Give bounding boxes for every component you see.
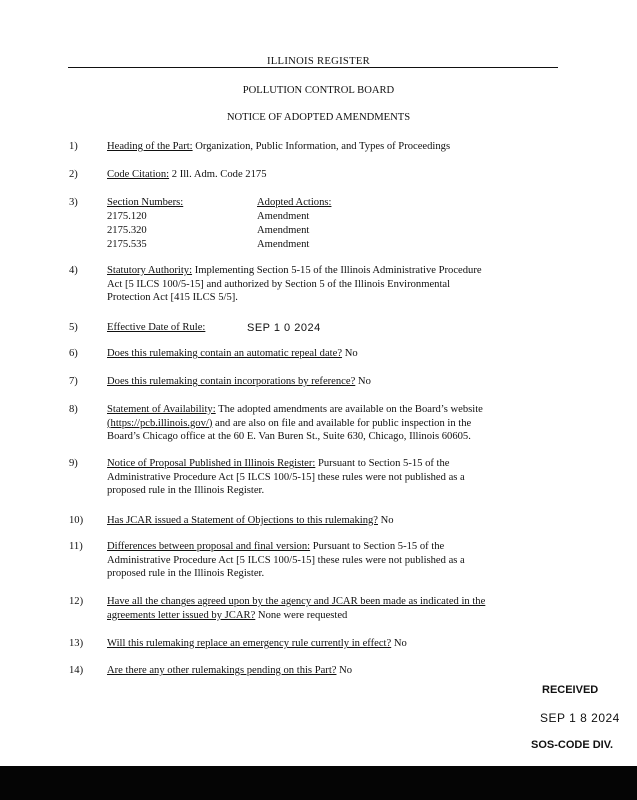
header-rule — [68, 67, 558, 68]
item-label: Code Citation: — [107, 169, 170, 180]
register-title: ILLINOIS REGISTER — [266, 56, 371, 67]
item-label: Notice of Proposal Published in Illinois Register: — [107, 458, 316, 469]
item-text-line: Administrative Procedure Act [5 ILCS 100/5-15] these rules were not published as a — [107, 471, 465, 483]
item-text-line: proposed rule in the Illinois Register. — [107, 568, 265, 580]
item-number: 4) — [69, 265, 78, 276]
item-number: 11) — [69, 541, 83, 552]
item-number: 14) — [69, 665, 84, 676]
item-label: Does this rulemaking contain an automatic repeal date? — [107, 348, 343, 359]
division-stamp: SOS-CODE DIV. — [531, 739, 614, 751]
adopted-action: Amendment — [257, 225, 310, 236]
item-text-line: Administrative Procedure Act [5 ILCS 100/5-15] these rules were not published as a — [107, 554, 465, 566]
adopted-action: Amendment — [257, 239, 310, 250]
item-number: 9) — [69, 458, 78, 469]
board-name: POLLUTION CONTROL BOARD — [242, 85, 395, 96]
item-text: No — [355, 376, 371, 387]
item-number: 10) — [69, 515, 84, 526]
item-number: 8) — [69, 404, 78, 415]
section-number: 2175.120 — [107, 211, 147, 222]
item-text-line: and are also on file and available for public inspection in the — [212, 417, 472, 429]
item-label: Will this rulemaking replace an emergency rule currently in effect? — [107, 638, 392, 649]
item-label: Has JCAR issued a Statement of Objections to this rulemaking? — [107, 515, 378, 526]
adopted-actions-heading: Adopted Actions: — [257, 197, 332, 208]
item-label: Effective Date of Rule: — [107, 322, 206, 333]
item-label: Statutory Authority: — [107, 265, 193, 276]
item-text-line: The adopted amendments are available on the Board’s website — [215, 404, 483, 415]
item-text: No — [342, 348, 358, 359]
received-stamp: RECEIVED — [542, 684, 599, 696]
item-label: Differences between proposal and final version: — [107, 541, 311, 552]
effective-date-stamp: SEP 1 0 2024 — [247, 322, 321, 334]
item-text: No — [377, 515, 394, 526]
section-number: 2175.535 — [107, 239, 147, 250]
item-text-line: Implementing Section 5-15 of the Illinois Administrative Procedure — [192, 265, 482, 276]
website-link[interactable]: (https://pcb.illinois.gov/) — [107, 417, 213, 429]
item-text: Organization, Public Information, and Types of Proceedings — [192, 141, 451, 152]
item-number: 1) — [69, 141, 78, 152]
item-text-line: proposed rule in the Illinois Register. — [107, 485, 265, 497]
item-text: No — [336, 665, 353, 676]
item-text-line: Pursuant to Section 5-15 of the — [310, 541, 445, 552]
item-number: 12) — [69, 596, 84, 607]
item-number: 6) — [69, 348, 78, 359]
received-date-stamp: SEP 1 8 2024 — [540, 711, 620, 725]
item-number: 5) — [69, 322, 78, 333]
notice-title: NOTICE OF ADOPTED AMENDMENTS — [226, 112, 411, 123]
item-number: 13) — [69, 638, 84, 649]
item-number: 7) — [69, 376, 78, 387]
item-text: No — [391, 638, 407, 649]
item-label-line: agreements letter issued by JCAR? — [107, 609, 256, 621]
section-number: 2175.320 — [107, 225, 147, 236]
item-label: Does this rulemaking contain incorporations by reference? — [107, 376, 356, 387]
section-row — [107, 238, 559, 252]
item-label: Statement of Availability: — [107, 404, 216, 415]
section-row — [107, 210, 559, 224]
item-text-line: Protection Act [415 ILCS 5/5]. — [107, 292, 238, 304]
item-text-line: Pursuant to Section 5-15 of the — [315, 458, 450, 469]
section-row — [107, 224, 559, 238]
item-text-line: Act [5 ILCS 100/5-15] and authorized by Section 5 of the Illinois Environmental — [107, 278, 451, 290]
item-label: Heading of the Part: — [107, 141, 193, 152]
section-numbers-heading: Section Numbers: — [107, 197, 184, 208]
item-text: 2 Ill. Adm. Code 2175 — [169, 169, 267, 180]
item-number: 2) — [69, 169, 78, 180]
item-label: Are there any other rulemakings pending on this Part? — [107, 665, 337, 676]
item-label-line: Have all the changes agreed upon by the agency and JCAR been made as indicated in the — [107, 596, 486, 607]
item-text-line: Board’s Chicago office at the 60 E. Van Buren St., Suite 630, Chicago, Illinois 60605. — [107, 431, 471, 443]
item-number: 3) — [69, 197, 78, 208]
adopted-action: Amendment — [257, 211, 310, 222]
item-text: None were requested — [255, 609, 348, 621]
scan-bottom-edge — [0, 766, 637, 800]
